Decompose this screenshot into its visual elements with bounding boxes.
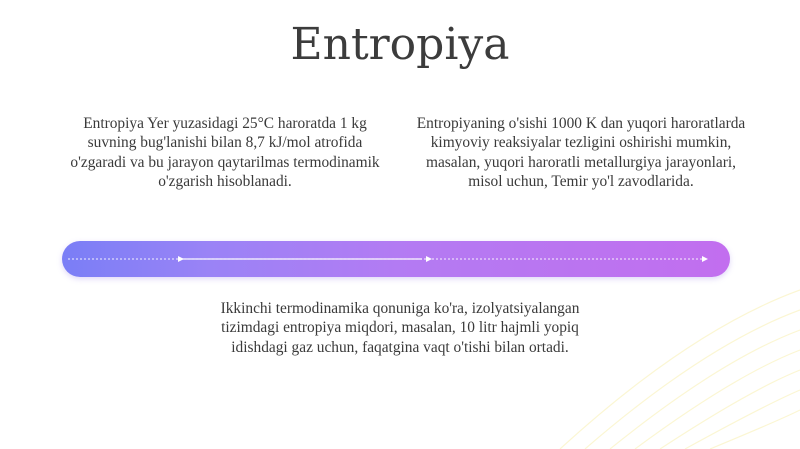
arrow-right-icon (178, 256, 184, 262)
text-block-left: Entropiya Yer yuzasidagi 25°C haroratda 1 kg suvning bug'lanishi bilan 8,7 kJ/mol atrofida o'zgaradi va bu jarayon qaytarilmas termodinamik o'zgarish hisoblanadi. (70, 115, 380, 191)
page-title: Entropiya (290, 19, 510, 70)
arrow-right-icon (702, 256, 708, 262)
background-curves (560, 290, 800, 449)
timeline-track (62, 241, 730, 277)
timeline-bar (62, 241, 730, 277)
arrow-right-icon (426, 256, 432, 262)
text-block-bottom: Ikkinchi termodinamika qonuniga ko'ra, izolyatsiyalangan tizimdagi entropiya miqdori, masalan, 10 litr hajmli yopiq idishdagi gaz uchun, faqatgina vaqt o'tishi bilan ortadi. (220, 300, 580, 356)
text-block-right: Entropiyaning o'sishi 1000 K dan yuqori haroratlarda kimyoviy reaksiyalar tezligini oshirishi mumkin, masalan, yuqori haroratli metallurgiya jarayonlari, misol uchun, Temir yo'l zavodlarida. (416, 115, 746, 191)
